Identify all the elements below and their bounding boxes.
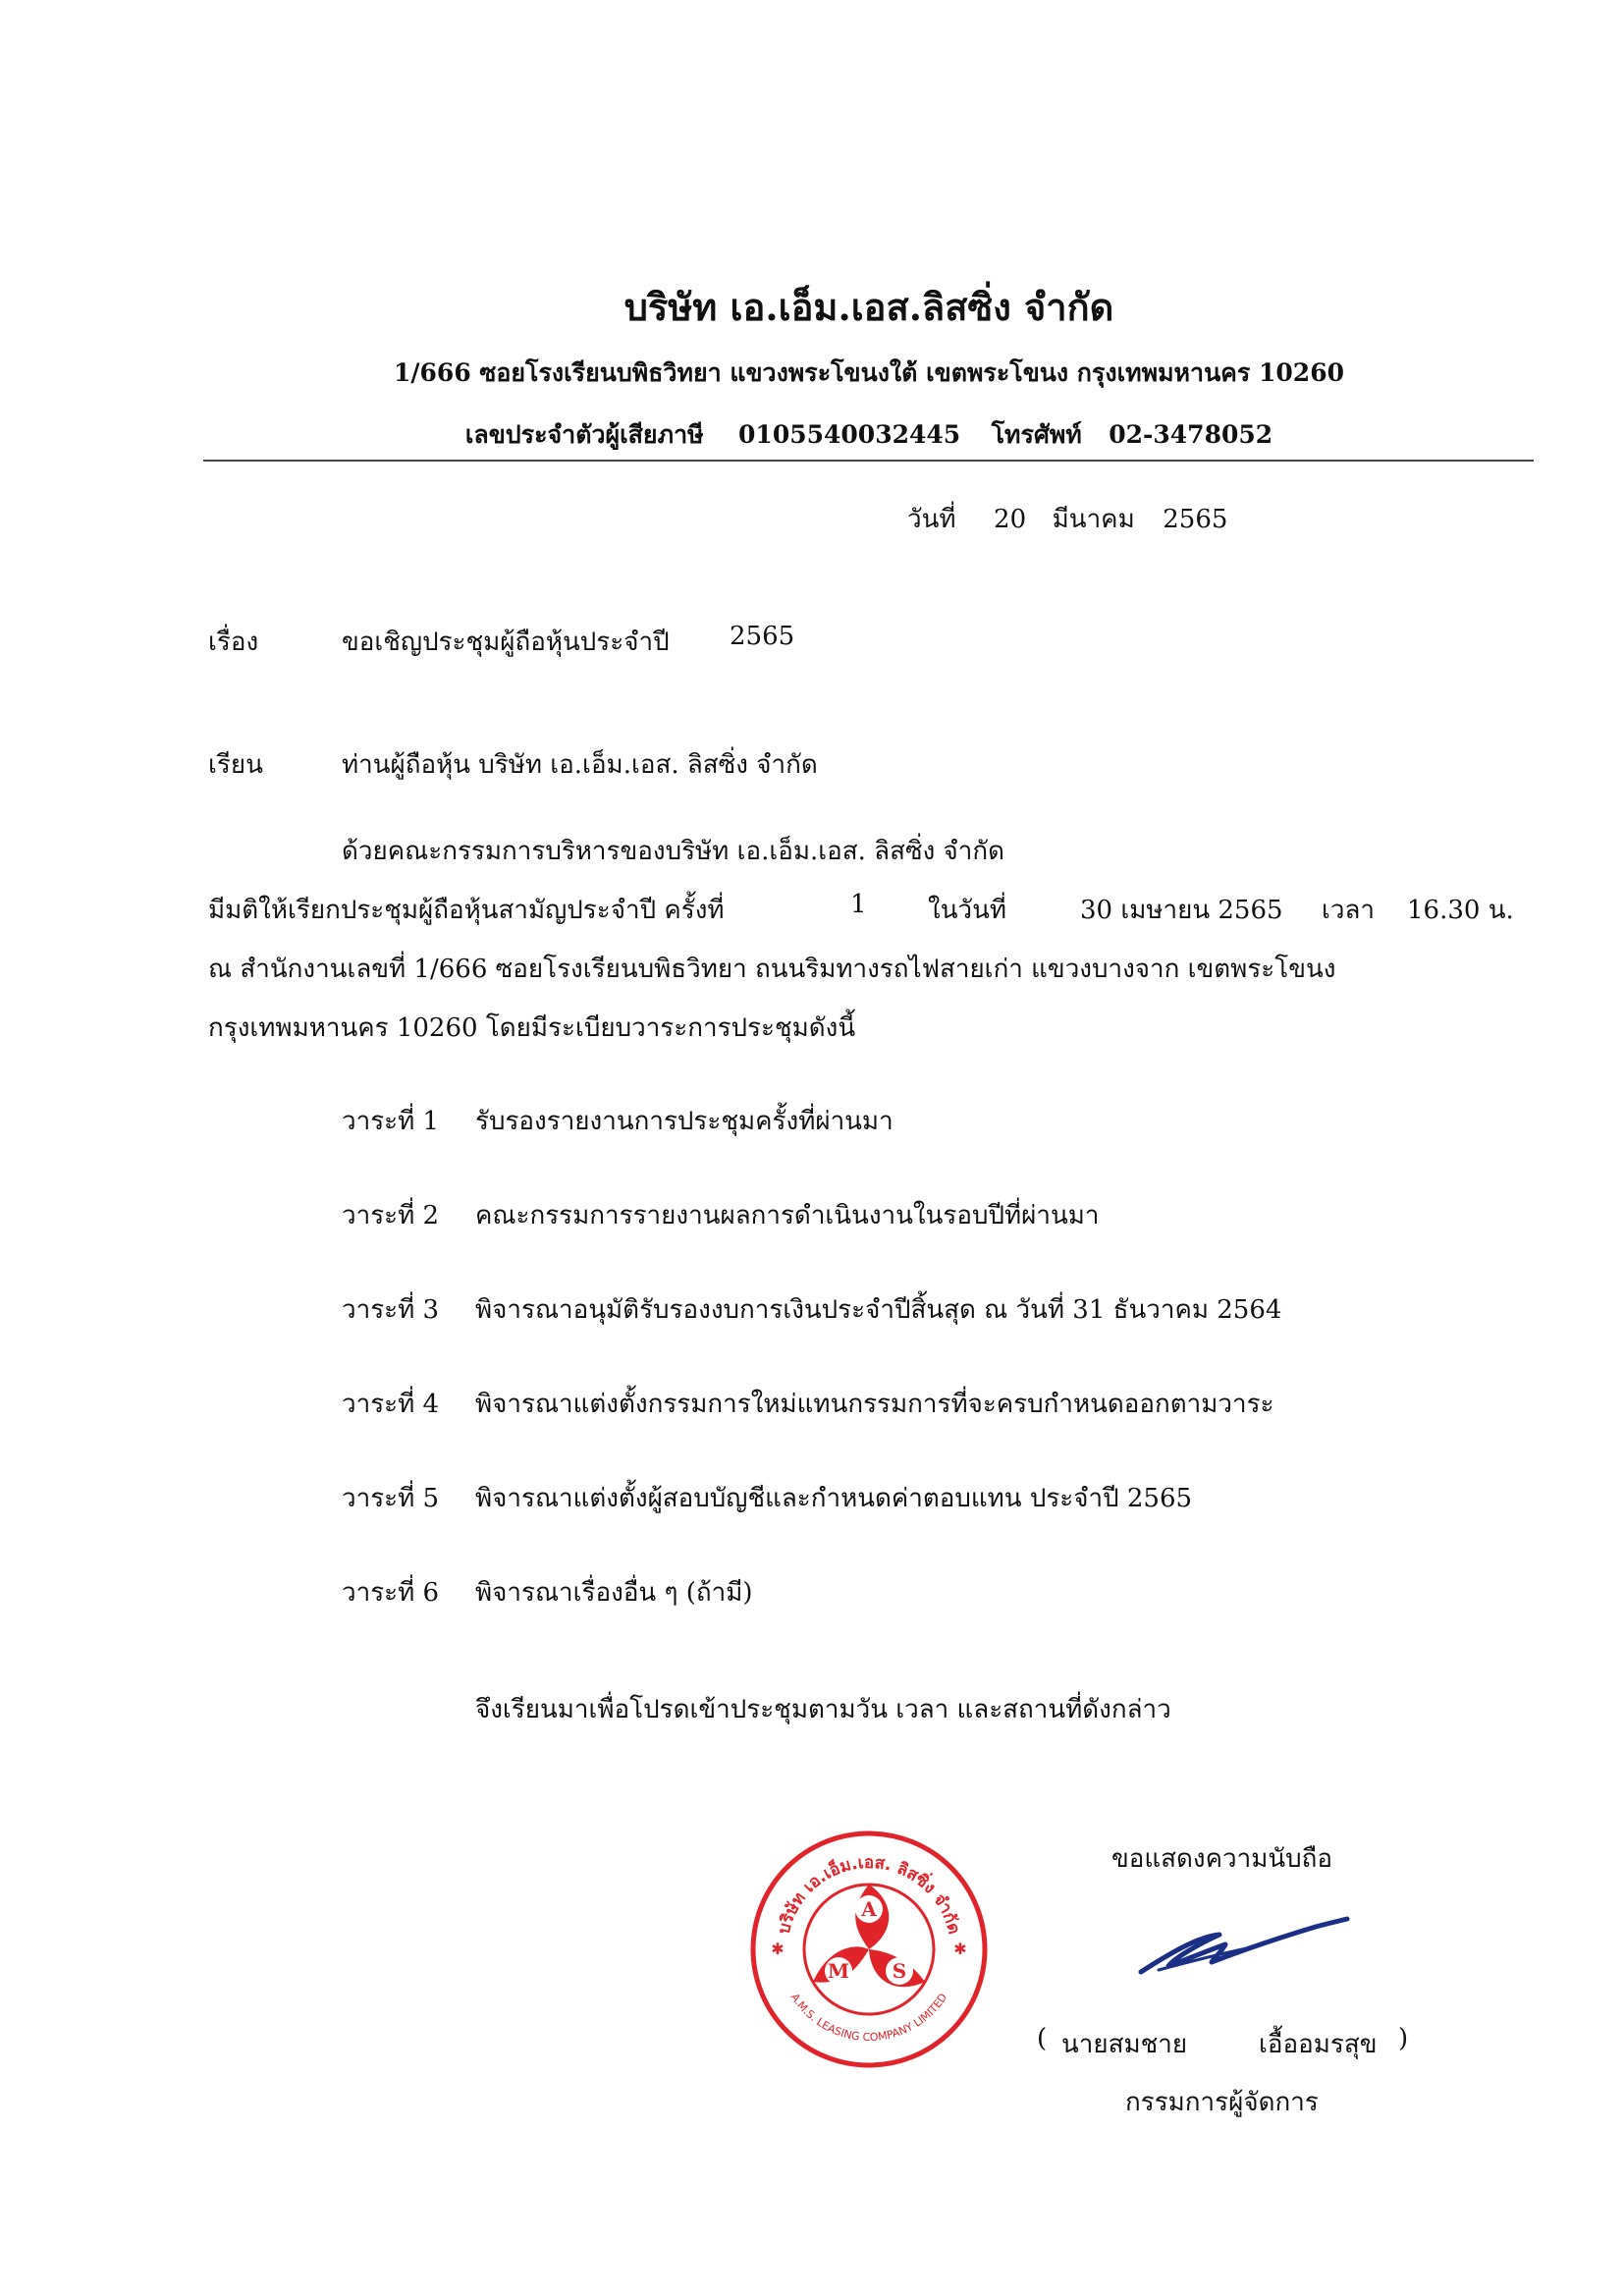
agenda-text: พิจารณาอนุมัติรับรองงบการเงินประจำปีสิ้นสุด ณ วันที่ 31 ธันวาคม 2564 (475, 1295, 1282, 1325)
agenda-label: วาระที่ 3 (342, 1295, 440, 1325)
signer-first-name: นายสมชาย (1061, 2030, 1188, 2059)
company-name: บริษัท เอ.เอ็ม.เอส.ลิสซิ่ง จำกัด (623, 285, 1114, 329)
letter-date (907, 499, 1227, 539)
agenda-text: รับรองรายงานการประชุมครั้งที่ผ่านมา (475, 1107, 893, 1136)
body-line-4: กรุงเทพมหานคร 10260 โดยมีระเบียบวาระการประชุมดังนี้ (208, 1013, 856, 1043)
seal-letter-a: A (861, 1897, 877, 1921)
body-line-2-a: มีมติให้เรียกประชุมผู้ถือหุ้นสามัญประจำปี ครั้งที่ (208, 896, 725, 925)
agenda-text: พิจารณาเรื่องอื่น ๆ (ถ้ามี) (475, 1578, 753, 1608)
closing-line: จึงเรียนมาเพื่อโปรดเข้าประชุมตามวัน เวลา และสถานที่ดังกล่าว (475, 1695, 1171, 1724)
date-month: มีนาคม (1052, 505, 1135, 534)
signer-title: กรรมการผู้จัดการ (1125, 2088, 1319, 2117)
agenda-label: วาระที่ 2 (342, 1201, 440, 1230)
signature-scribble (1129, 1915, 1355, 1984)
agenda-label: วาระที่ 6 (342, 1578, 440, 1608)
meeting-time-label: เวลา (1322, 896, 1376, 925)
seal-text-bottom: A.M.S. LEASING COMPANY LIMITED (787, 1991, 950, 2045)
header-divider (203, 460, 1534, 462)
body-line-2-b: ในวันที่ (928, 896, 1006, 925)
meeting-date: 30 เมษายน 2565 (1080, 896, 1283, 925)
phone-number: 02-3478052 (1109, 420, 1273, 449)
tax-id: 0105540032445 (738, 420, 961, 449)
phone-label: โทรศัพท์ (991, 420, 1082, 449)
agenda-label: วาระที่ 4 (342, 1390, 440, 1419)
agenda-label: วาระที่ 5 (342, 1484, 440, 1513)
company-tax-phone-line (0, 415, 1624, 455)
date-year: 2565 (1163, 505, 1228, 534)
subject-text: ขอเชิญประชุมผู้ถือหุ้นประจำปี (342, 628, 670, 657)
signer-last-name: เอื้ออมรสุข (1259, 2030, 1378, 2059)
subject-label: เรื่อง (208, 628, 259, 657)
signer-open-paren: ( (1037, 2024, 1048, 2053)
body-line-1: ด้วยคณะกรรมการบริหารของบริษัท เอ.เอ็ม.เอส. ลิสซิ่ง จำกัด (342, 837, 1005, 866)
tax-id-label: เลขประจำตัวผู้เสียภาษี (464, 420, 704, 449)
company-address: 1/666 ซอยโรงเรียนบพิธวิทยา แขวงพระโขนงใต้ เขตพระโขนง กรุงเทพมหานคร 10260 (394, 358, 1344, 387)
recipient-text: ท่านผู้ถือหุ้น บริษัท เอ.เอ็ม.เอส. ลิสซิ่ง จำกัด (342, 750, 818, 780)
date-label: วันที่ (907, 505, 956, 534)
seal-star-right: ✱ (953, 1940, 967, 1958)
agenda-text: คณะกรรมการรายงานผลการดำเนินงานในรอบปีที่ผ่านมา (475, 1201, 1100, 1230)
body-line-3: ณ สำนักงานเลขที่ 1/666 ซอยโรงเรียนบพิธวิทยา ถนนริมทางรถไฟสายเก่า แขวงบางจาก เขตพระโขนง (208, 955, 1336, 984)
seal-star-left: ✱ (771, 1940, 785, 1958)
agenda-text: พิจารณาแต่งตั้งผู้สอบบัญชีและกำหนดค่าตอบแทน ประจำปี 2565 (475, 1484, 1193, 1513)
meeting-number: 1 (850, 890, 867, 919)
regards: ขอแสดงความนับถือ (1111, 1844, 1332, 1874)
seal-letter-s: S (892, 1959, 907, 1983)
date-day: 20 (994, 505, 1027, 534)
agenda-label: วาระที่ 1 (342, 1107, 440, 1136)
company-seal (748, 1829, 990, 2070)
meeting-time: 16.30 น. (1407, 896, 1514, 925)
seal-text-top: บริษัท เอ.เอ็ม.เอส. ลิสซิ่ง จำกัด (774, 1852, 964, 1937)
agenda-text: พิจารณาแต่งตั้งกรรมการใหม่แทนกรรมการที่จะครบกำหนดออกตามวาระ (475, 1390, 1274, 1419)
signer-close-paren: ) (1398, 2024, 1409, 2053)
recipient-label: เรียน (208, 750, 263, 780)
subject-year: 2565 (730, 622, 795, 651)
seal-letter-m: M (827, 1959, 850, 1983)
